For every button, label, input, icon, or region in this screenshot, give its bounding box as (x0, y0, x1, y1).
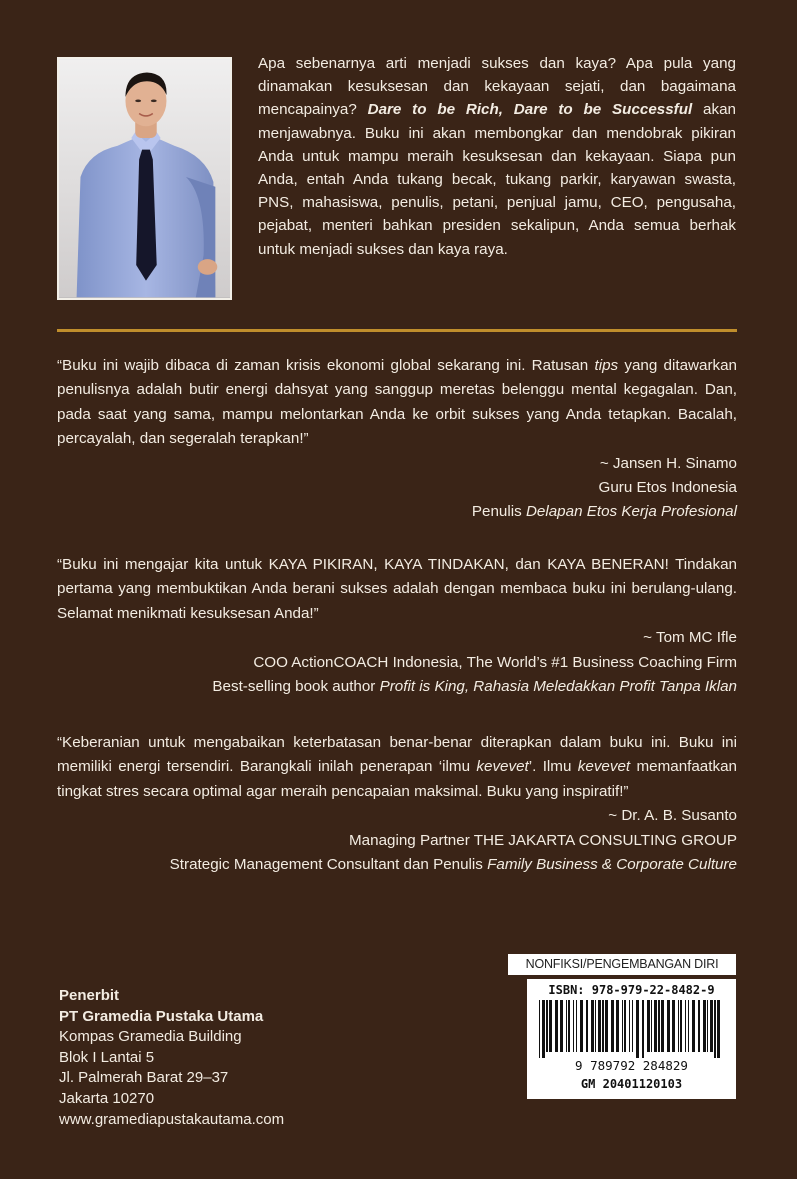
barcode-bar (616, 1000, 619, 1052)
barcode-bar (703, 1000, 706, 1052)
author-portrait-image (59, 59, 230, 298)
testimonial-3-text-italic-1: kevevet (476, 758, 529, 776)
barcode-digits: 9 789792 284829 (575, 1058, 688, 1073)
publisher-address-3: Jl. Palmerah Barat 29–37 (59, 1069, 229, 1087)
barcode-bar (651, 1000, 652, 1052)
testimonial-3-role-2-plain: Strategic Management Consultant dan Penulis (169, 856, 483, 874)
testimonial-3-text (57, 731, 737, 804)
barcode-bar (707, 1000, 708, 1052)
testimonial-1 (57, 354, 737, 525)
testimonial-1-text-italic: tips (594, 357, 619, 374)
publisher-block (59, 986, 284, 1130)
testimonial-1-role-2-italic: Delapan Etos Kerja Profesional (525, 503, 737, 521)
publisher-name: PT Gramedia Pustaka Utama (59, 1007, 264, 1025)
intro-text-1: Apa sebenarnya arti menjadi sukses dan kaya? Apa pula yang dinamakan kesuksesan dan kekayaan sejati, dan bagaimana mencapainya? (258, 55, 736, 119)
testimonial-3-text-italic-2: kevevet (577, 758, 631, 776)
testimonial-1-author: ~ Jansen H. Sinamo (599, 454, 737, 472)
barcode-bar (546, 1000, 548, 1052)
barcode-bar (591, 1000, 594, 1052)
barcode-bar (573, 1000, 574, 1052)
gold-divider (57, 329, 737, 332)
barcode-bar (680, 1000, 682, 1052)
publisher-address-4: Jakarta 10270 (59, 1089, 155, 1107)
barcode-bar (629, 1000, 630, 1052)
testimonial-1-role-2 (57, 500, 737, 524)
barcode-bar (539, 1000, 540, 1058)
testimonial-3-role-2 (57, 853, 737, 877)
testimonial-3-text-a: “Keberanian untuk mengabaikan keterbatasan benar-benar diterapkan dalam buku ini. Buku ini memiliki energi tersendiri. Barangkali inilah penerapan ‘ilmu (57, 734, 737, 776)
testimonial-2-role-1: COO ActionCOACH Indonesia, The World’s #1 Business Coaching Firm (253, 653, 737, 671)
barcode-bar (595, 1000, 596, 1052)
barcode-bar (560, 1000, 563, 1052)
book-title: Dare to be Rich, Dare to be Successful (367, 101, 693, 119)
isbn-text: ISBN: 978-979-22-8482-9 (548, 983, 715, 997)
barcode-bar (568, 1000, 570, 1052)
intro-text-2: akan menjawabnya. Buku ini akan membongkar dan mendobrak pikiran Anda untuk mampu meraih kesuksesan dan kekayaan. Siapa pun Anda, entah Anda tukang becak, tukang parkir, karyawan swasta, PNS, mahasiswa, penulis, petani, penjual jamu, CEO, pengusaha, pejabat, menteri bahkan presiden sekalipun, Anda semua berhak untuk menjadi sukses dan kaya raya. (258, 101, 736, 258)
testimonial-3-author: ~ Dr. A. B. Susanto (608, 807, 737, 825)
testimonial-3-role-2-italic: Family Business & Corporate Culture (487, 856, 737, 874)
barcode-bar (576, 1000, 577, 1052)
intro-paragraph (258, 52, 736, 261)
publisher-address-2: Blok I Lantai 5 (59, 1048, 155, 1066)
barcode-bar (714, 1000, 716, 1058)
barcode-bar (698, 1000, 700, 1052)
testimonial-2 (57, 553, 737, 699)
barcode-bar (710, 1000, 713, 1052)
barcode-bar (542, 1000, 545, 1058)
barcode-bar (642, 1000, 644, 1058)
testimonial-2-text: “Buku ini mengajar kita untuk KAYA PIKIRAN, KAYA TINDAKAN, dan KAYA BENERAN! Tindakan pertama yang membuktikan Anda berani sukses adalah dengan membaca buku ini berulang-ulang. Selamat menikmati kesuksesan Anda!” (57, 556, 737, 622)
barcode-bar (605, 1000, 608, 1052)
testimonial-1-role-2-plain: Penulis (471, 503, 522, 521)
testimonial-1-text-a: “Buku ini wajib dibaca di zaman krisis ekonomi global sekarang ini. Ratusan (57, 357, 589, 374)
barcode-bar (602, 1000, 604, 1052)
testimonial-1-role-1: Guru Etos Indonesia (598, 479, 737, 497)
publisher-address-1: Kompas Gramedia Building (59, 1028, 242, 1046)
testimonial-1-text-b: yang ditawarkan penulisnya adalah butir energi dahsyat yang sanggup meretas belenggu mental kegagalan. Dan, pada saat yang sama, mampu melontarkan Anda ke orbit sukses yang Anda tetapkan. Bacalah, percayalah, dan segeralah terapkan!” (57, 357, 737, 448)
barcode-bar (611, 1000, 614, 1052)
barcode-bar (566, 1000, 567, 1052)
publisher-label: Penerbit (59, 987, 120, 1004)
barcode-bar (555, 1000, 558, 1052)
barcode-bar (622, 1000, 623, 1052)
testimonial-3-role-1: Managing Partner THE JAKARTA CONSULTING GROUP (349, 831, 737, 849)
testimonial-2-role-2-plain: Best-selling book author (212, 678, 376, 696)
barcode-bar (586, 1000, 588, 1052)
barcode-bar (654, 1000, 657, 1052)
barcode-bar (667, 1000, 670, 1052)
author-photo (57, 57, 232, 300)
barcode-bar (580, 1000, 583, 1052)
barcode-bar (658, 1000, 660, 1052)
barcode-bar (692, 1000, 695, 1052)
barcode-bar (624, 1000, 626, 1052)
testimonial-3 (57, 731, 737, 877)
barcode-bar (632, 1000, 633, 1052)
barcode-bars (537, 1000, 726, 1058)
testimonial-2-author: ~ Tom MC Ifle (643, 629, 737, 647)
testimonial-1-text (57, 354, 737, 452)
category-label: NONFIKSI/PENGEMBANGAN DIRI (508, 954, 736, 975)
testimonial-2-role-2 (57, 675, 737, 699)
barcode-bar (678, 1000, 679, 1052)
barcode-bar (672, 1000, 675, 1052)
testimonial-2-role-2-italic: Profit is King, Rahasia Meledakkan Profit Tanpa Iklan (379, 678, 737, 696)
barcode-bar (636, 1000, 639, 1058)
isbn-barcode (527, 979, 736, 1099)
publisher-website[interactable]: www.gramediapustakautama.com (59, 1110, 285, 1128)
barcode-bar (717, 1000, 720, 1058)
testimonial-3-text-b: ’. Ilmu (528, 758, 572, 776)
gm-code: GM 20401120103 (580, 1077, 683, 1091)
barcode-bar (661, 1000, 664, 1052)
barcode-bar (685, 1000, 686, 1052)
testimonial-3-text-c: memanfaatkan tingkat stres secara optimal agar meraih pencapaian maksimal. Buku yang inspiratif!” (57, 758, 737, 800)
barcode-bar (647, 1000, 650, 1052)
barcode-bar (598, 1000, 601, 1052)
barcode-bar (688, 1000, 689, 1052)
barcode-bar (549, 1000, 552, 1052)
